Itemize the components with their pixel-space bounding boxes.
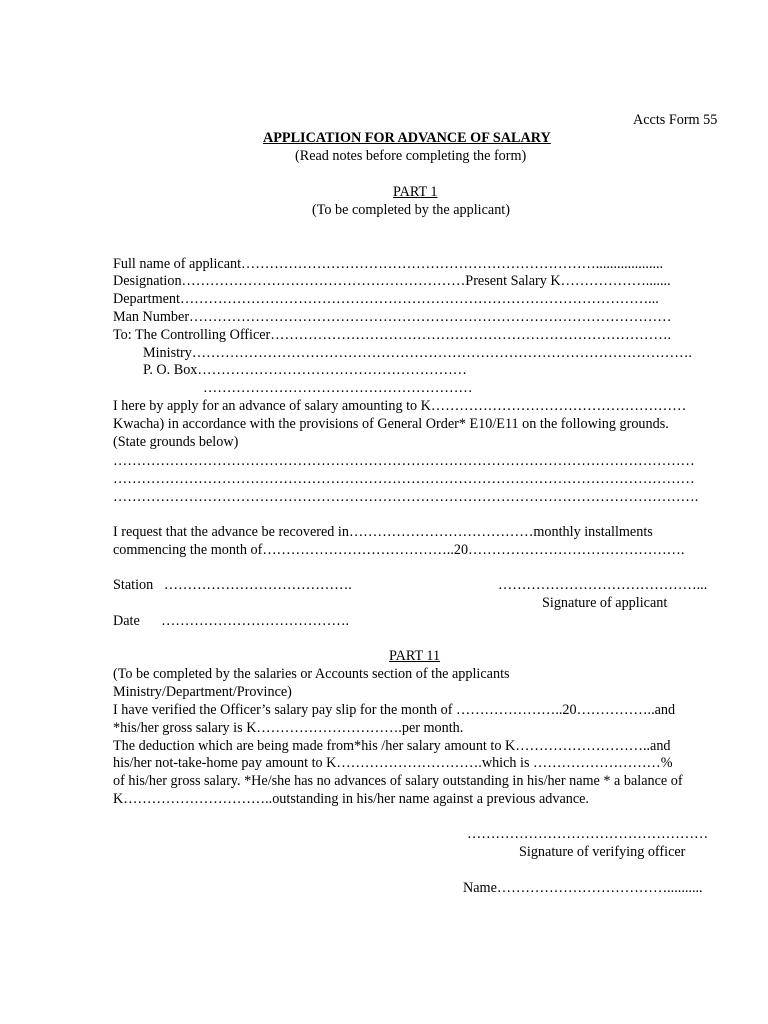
applicant-signature-label: Signature of applicant: [542, 595, 668, 611]
deduction-line-1[interactable]: The deduction which are being made from*his /her salary amount to K………………………..and: [113, 738, 671, 754]
station-field[interactable]: Station ………………………………….: [113, 577, 352, 593]
po-box-field[interactable]: P. O. Box…………………………………………………: [143, 362, 467, 378]
deduction-line-2[interactable]: his/her not-take-home pay amount to K………………………….which is ………………………%: [113, 755, 673, 771]
deduction-line-3: of his/her gross salary. *He/she has no advances of salary outstanding in his/her name * a balance of: [113, 773, 683, 789]
man-number-field[interactable]: Man Number…………………………………………………………………………………………: [113, 309, 672, 325]
state-grounds-label: (State grounds below): [113, 434, 239, 450]
part2-note-1: (To be completed by the salaries or Accounts section of the applicants: [113, 666, 510, 682]
department-field[interactable]: Department………………………………………………………………………………………...: [113, 291, 659, 307]
form-subtitle: (Read notes before completing the form): [295, 148, 527, 164]
po-box-continuation[interactable]: …………………………………………………: [203, 380, 473, 396]
form-code: Accts Form 55: [633, 112, 718, 128]
controlling-officer-field[interactable]: To: The Controlling Officer………………………………………………………………………….: [113, 327, 672, 343]
part1-note: (To be completed by the applicant): [312, 202, 510, 218]
recover-installments-line[interactable]: I request that the advance be recovered in…………………………………monthly installments: [113, 524, 653, 540]
form-title: APPLICATION FOR ADVANCE OF SALARY: [263, 130, 551, 146]
deduction-line-4[interactable]: K…………………………..outstanding in his/her name against a previous advance.: [113, 791, 589, 807]
part1-heading: PART 1: [393, 184, 438, 200]
part2-note-2: Ministry/Department/Province): [113, 684, 292, 700]
apply-amount-line[interactable]: I here by apply for an advance of salary amounting to K………………………………………………: [113, 398, 687, 414]
grounds-line-3[interactable]: …………………………………………………………………………………………………………….: [113, 489, 699, 505]
gross-salary-line[interactable]: *his/her gross salary is K………………………….per month.: [113, 720, 464, 736]
recover-commencing-line[interactable]: commencing the month of…………………………………..20……………………………………….: [113, 542, 685, 558]
ministry-field[interactable]: Ministry…………………………………………………………………………………………….: [143, 345, 692, 361]
verify-payslip-line[interactable]: I have verified the Officer’s salary pay slip for the month of …………………..20……………..and: [113, 702, 676, 718]
part2-heading: PART 11: [389, 648, 441, 664]
verifier-name-field[interactable]: Name………………………………..........: [463, 880, 703, 896]
designation-field[interactable]: Designation……………………………………………………Present Salary K……………….......: [113, 273, 671, 289]
full-name-field[interactable]: Full name of applicant…………………………………………………………………...................: [113, 256, 664, 272]
verifier-signature-line[interactable]: ……………………………………………: [467, 826, 709, 842]
apply-provisions-line: Kwacha) in accordance with the provisions of General Order* E10/E11 on the following grounds.: [113, 416, 669, 432]
applicant-signature-line[interactable]: ……………………………………...: [498, 577, 708, 593]
grounds-line-1[interactable]: ……………………………………………………………………………………………………………: [113, 453, 695, 469]
verifier-signature-label: Signature of verifying officer: [519, 844, 686, 860]
grounds-line-2[interactable]: ……………………………………………………………………………………………………………: [113, 471, 695, 487]
date-field[interactable]: Date ………………………………….: [113, 613, 350, 629]
